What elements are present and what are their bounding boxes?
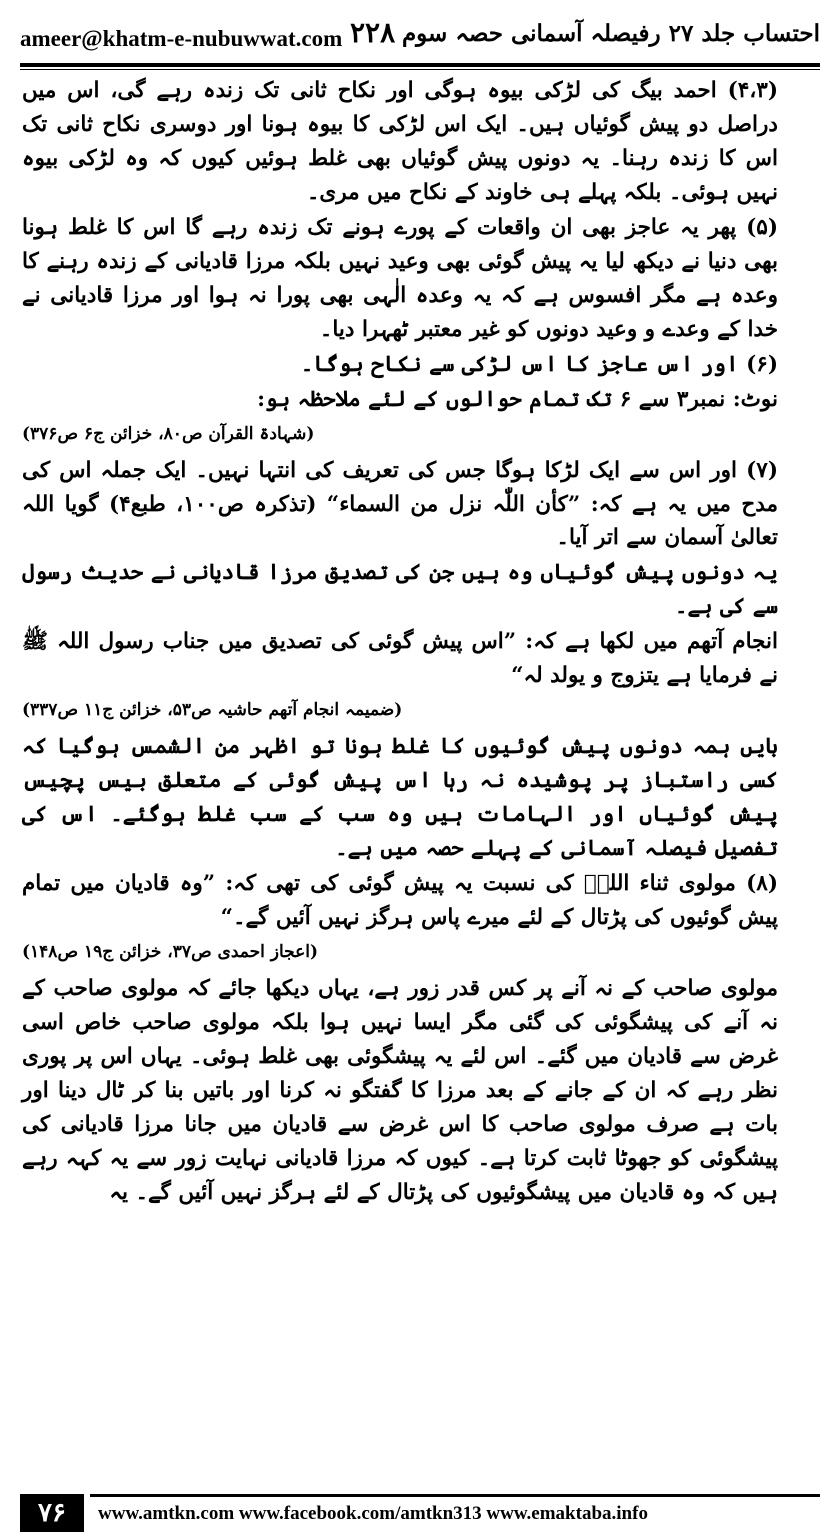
- header-divider: [20, 63, 820, 67]
- paragraph-prophecy-3-4: (۴،۳) احمد بیگ کی لڑکی بیوہ ہوگی اور نکاح ثانی تک زندہ رہے گی، اس میں دراصل دو پیش گوئیاں ہیں۔ ایک اس لڑکی کا بیوہ ہونا اور دوسری نکاح ثانی تک اس کا زندہ رہنا۔ یہ دونوں پیش گوئیاں بھی غلط ہوئیں کیوں کہ وہ لڑکی بیوہ نہیں ہوئی۔ بلکہ پہلے ہی خاوند کے نکاح میں مری۔: [22, 78, 778, 205]
- reference-ijaz-ahmadi: (اعجاز احمدی ص۳۷، خزائن ج۱۹ ص۱۴۸): [22, 942, 319, 962]
- arabic-quote-1: کأن اللّٰہ نزل من السماء: [339, 491, 568, 517]
- paragraph-prophecy-7: [22, 454, 818, 556]
- paragraph-prophecy-6: (۶) اور اس عاجز کا اس لڑکی سے نکاح ہوگا۔: [300, 351, 778, 377]
- header-divider-thin: [20, 69, 820, 70]
- paragraph-maulvi-sahib: مولوی صاحب کے نہ آنے پر کس قدر زور ہے، یہاں دیکھا جائے کہ مولوی صاحب کے نہ آنے کی پیشگوئی کی گئی مگر ایسا نہیں ہوا بلکہ مولوی صاحب خاص اسی غرض سے قادیان میں گئے۔ اس لئے یہ پیشگوئی بھی غلط ہوئی۔ یہاں اس پر پوری نظر رہے کہ ان کے جانے کے بعد مرزا کا گفتگو نہ کرنا اور باتیں بنا کر ٹال دینا اور بات ہے صرف مولوی صاحب کا اس غرض سے قادیان میں جانا مرزا قادیانی کی پیشگوئی کو جھوٹا ثابت کرتا ہے۔ کیوں کہ مرزا قادیانی نہایت زور سے یہ کہہ رہے ہیں کہ وہ قادیان میں پیشگوئیوں کی پڑتال کے لئے ہرگز نہیں آئیں گے۔ یہ: [22, 975, 778, 1205]
- paragraph-anjam-atham: [22, 625, 818, 693]
- arabic-quote-2: یتزوج و یولد لہ: [523, 663, 660, 689]
- reference-shahadat: (شہادۃ القرآن ص۸۰، خزائن ج۶ ص۳۷۶): [22, 423, 315, 444]
- reference-zameema: (ضمیمہ انجام آتھم حاشیہ ص۵۳، خزائن ج۱۱ ص۳۳۷): [22, 700, 403, 721]
- p-anjam-text-a: انجام آتھم میں لکھا ہے کہ: ”اس پیش گوئی کی تصدیق میں جناب رسول اللہ ﷺ نے فرمایا ہے: [22, 629, 778, 689]
- paragraph-baain-hama: بایں ہمہ دونوں پیش گوئیوں کا غلط ہونا تو اظہر من الشمس ہوگیا کہ کسی راستباز پر پوشیدہ نہ رہا اس پیش گوئی کے متعلق بیس پچیس پیش گوئیاں اور الہامات ہیں وہ سب کے سب غلط ہوگئے۔ اس کی تفصیل فیصلہ آسمانی کے پہلے حصہ میں ہے۔: [22, 734, 778, 862]
- header-title: احتساب جلد ۲۷ رفیصلہ آسمانی حصہ سوم: [401, 20, 820, 47]
- page-header: [20, 14, 820, 60]
- footer-links: www.amtkn.com www.facebook.com/amtkn313 www.emaktaba.info: [98, 1503, 648, 1524]
- paragraph-prophecy-5: (۵) پھر یہ عاجز بھی ان واقعات کے پورے ہونے تک زندہ رہے گا اس کا غلط ہونا بھی دنیا نے دیکھ لیا یہ پیش گوئی بھی وعید نہیں بلکہ مرزا قادیانی کے زندہ رہنے کا وعدہ ہے مگر افسوس ہے کہ یہ وعدہ الٰہی بھی پورا نہ ہوا اور مرزا قادیانی نے خدا کے وعدے و وعید دونوں کو غیر معتبر ٹھہرا دیا۔: [22, 214, 778, 342]
- page-footer: [20, 1494, 820, 1532]
- page-body: [22, 74, 818, 1484]
- footer-page-number: ۷۶: [20, 1494, 84, 1532]
- header-email: ameer@khatm-e-nubuwwat.com: [20, 26, 343, 51]
- paragraph-note: نوٹ: نمبر۳ سے ۶ تک تمام حوالوں کے لئے ملاحظہ ہو:: [257, 386, 778, 412]
- paragraph-both-prophecies: یہ دونوں پیش گوئیاں وہ ہیں جن کی تصدیق مرزا قادیانی نے حدیث رسول سے کی ہے۔: [22, 560, 778, 620]
- footer-divider: [90, 1494, 820, 1497]
- header-page-number: ۲۲۸: [350, 16, 396, 49]
- p7-text-b: “ (تذکرہ ص۱۰۰، طبع۴) گویا اللہ تعالیٰ آسمان سے اتر آیا۔: [22, 491, 778, 551]
- paragraph-prophecy-8: (۸) مولوی ثناء اللہؒ کی نسبت یہ پیش گوئی کی تھی کہ: ”وہ قادیان میں تمام پیش گوئیوں کی پڑتال کے لئے میرے پاس ہرگز نہیں آئیں گے۔“: [22, 871, 778, 931]
- p-anjam-text-b: “: [511, 663, 524, 689]
- p7-text-a: (۷) اور اس سے ایک لڑکا ہوگا جس کی تعریف کی انتہا نہیں۔ ایک جملہ اس کی مدح میں یہ ہے کہ: ”: [22, 457, 779, 517]
